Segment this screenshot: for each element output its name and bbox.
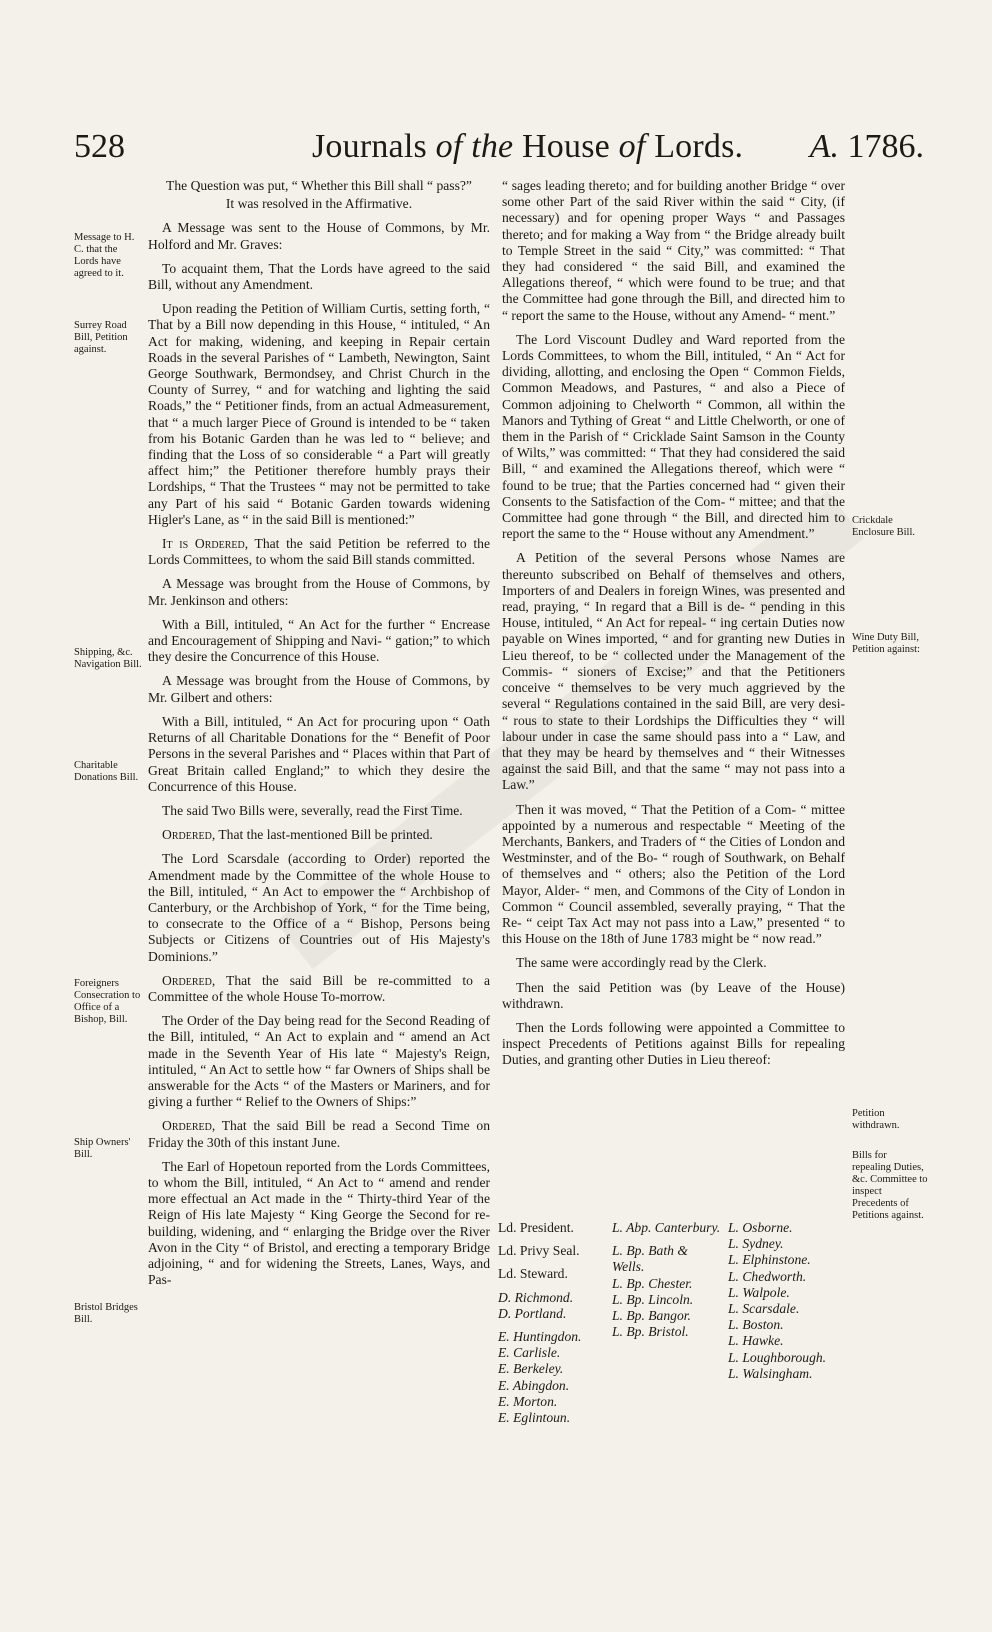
margin-note: Surrey Road Bill, Petition against. xyxy=(74,320,128,355)
paragraph: A Message was sent to the House of Commons, by Mr. Holford and Mr. Graves: xyxy=(148,220,490,252)
margin-note: Foreigners Consecration to Office of a Bishop, Bill. xyxy=(74,978,141,1025)
margin-note: Ship Owners' Bill. xyxy=(74,1137,131,1160)
page-number: 528 xyxy=(74,128,125,165)
member: L. Elphinstone. xyxy=(728,1252,811,1268)
member: Ld. Steward. xyxy=(498,1266,568,1282)
member: L. Hawke. xyxy=(728,1333,784,1349)
margin-note: Petition withdrawn. xyxy=(852,1108,900,1131)
member: L. Walsingham. xyxy=(728,1365,813,1381)
paragraph: “ sages leading thereto; and for building another Bridge “ over some other Part of the said River within the said “ City, (if necessary) and for opening proper Ways “ and Passages thereto; and for making a Way from “ the Bridge already built to Temple Street in the said “ City,” was committed: “ That they had considered “ the said Bill, and examined the Allegations thereof, “ which were found to be true; and that the Committee had gone through the Bill, and directed him to “ report the same to the House, without any Amend- “ ment.” xyxy=(502,178,845,323)
member: E. Eglintoun. xyxy=(498,1410,571,1426)
member: E. Carlisle. xyxy=(498,1345,561,1361)
member: E. Abingdon. xyxy=(498,1377,570,1393)
member: Ld. Privy Seal. xyxy=(498,1243,580,1259)
members-column xyxy=(498,1220,608,1426)
margin-note: Charitable Donations Bill. xyxy=(74,760,139,783)
margin-note: Wine Duty Bill, Petition against: xyxy=(852,632,920,655)
paragraph: Upon reading the Petition of William Curtis, setting forth, “ That by a Bill now depending in this House, “ intituled, “ An Act for making, widening, and keeping in Repair certain Roads in the several Parishes of “ Lambeth, Newington, Saint George Southwark, Bermondsey, and Christ Church in the County of Surrey, “ and for watching and lighting the said Roads,” the “ Petitioner finds, from an actual Admeasurement, that “ a much larger Piece of Ground is intended to be “ taken from his Botanic Garden than he was led to “ believe; and finding that the Loss of so considerable “ a Part will greatly affect him;” the Petitioner therefore humbly prays their Lordships, “ That the Trustees “ may not be permitted to take any Part of his said “ Botanic Garden towards widening Higler's Lane, as “ in the said Bill is mentioned:” xyxy=(148,301,490,527)
margin-note: Bills for repealing Duties, &c. Committee to inspect Precedents of Petitions against. xyxy=(852,1150,928,1221)
margin-note: Message to H. C. that the Lords have agreed to it. xyxy=(74,232,135,279)
paragraph: Ordered, That the said Bill be read a Second Time on Friday the 30th of this instant June. xyxy=(148,1118,490,1150)
paragraph: To acquaint them, That the Lords have agreed to the said Bill, without any Amendment. xyxy=(148,260,490,293)
members-column xyxy=(612,1220,722,1340)
paragraph: A Message was brought from the House of Commons, by Mr. Jenkinson and others: xyxy=(148,576,490,608)
paragraph: With a Bill, intituled, “ An Act for procuring upon “ Oath Returns of all Charitable Donations for the “ Benefit of Poor Persons in the several Parishes and “ Places within that Part of Great Britain called England;” to which they desire the Concurrence of this House. xyxy=(148,713,490,794)
page-header xyxy=(74,128,924,174)
paragraph: Ordered, That the last-mentioned Bill be printed. xyxy=(162,827,433,843)
paragraph: The Lord Scarsdale (according to Order) reported the Amendment made by the Committee of the whole House to the Bill, intituled, “ An Act to empower the “ Archbishop of Canterbury, or the Archbishop of York, “ for the Time being, to consecrate to the Office of a “ Bishop, Persons being Subjects or Citizens of Countries out of His Majesty's Dominions.” xyxy=(148,851,490,964)
member: L. Boston. xyxy=(728,1317,784,1333)
member: L. Bp. Chester. xyxy=(612,1275,693,1291)
text-column-left xyxy=(148,178,490,1296)
text-column-right xyxy=(502,178,845,1077)
member: L. Osborne. xyxy=(728,1220,793,1235)
paragraph: The said Two Bills were, severally, read the First Time. xyxy=(162,802,463,818)
paragraph: The same were accordingly read by the Clerk. xyxy=(516,955,767,971)
member: L. Chedworth. xyxy=(728,1268,807,1284)
member: L. Bp. Lincoln. xyxy=(612,1291,694,1307)
member: D. Portland. xyxy=(498,1305,567,1321)
member: L. Abp. Canterbury. xyxy=(612,1220,721,1235)
paragraph: With a Bill, intituled, “ An Act for the further “ Encrease and Encouragement of Shipping and Navi- “ gation;” to which they desire the Concurrence of this House. xyxy=(148,616,490,665)
member: D. Richmond. xyxy=(498,1289,574,1305)
paragraph: The Order of the Day being read for the Second Reading of the Bill, intituled, “ An Act to explain and “ amend an Act made in the Seventh Year of His late “ Majesty's Reign, intituled, “ An Act to settle how “ far Owners of Ships shall be answerable for the Acts “ of the Masters or Mariners, and for giving a further “ Relief to the Owners of Ships:” xyxy=(148,1013,490,1110)
paragraph: It is Ordered, That the said Petition be referred to the Lords Committees, to whom the said Bill stands committed. xyxy=(148,536,491,568)
member: L. Loughborough. xyxy=(728,1349,827,1365)
page-title: Journals of the House of Lords. xyxy=(312,128,744,165)
member: L. Walpole. xyxy=(728,1284,790,1300)
paragraph: The Lord Viscount Dudley and Ward reported from the Lords Committees, to whom the Bill, intituled, “ An “ Act for dividing, allotting, and enclosing the Open “ Common Fields, Common Meadows, and Pastures, “ and also a Piece of Common adjoining to Chelworth “ Common, all within the Manors and Tything of Great “ and Little Chelworth, or one of them in the Parish of “ Cricklade Saint Samson in the County of Wilts,” was committed: “ That they had considered the said Bill, “ and examined the Allegations thereof, which were “ found to be true; that the Parties concerned had “ given their Consents to the Satisfaction of the Com- “ mittee; and that the Committee had gone through “ the Bill, and directed him to report the same to the “ House without any Amendment.” xyxy=(502,331,845,542)
paragraph: It was resolved in the Affirmative. xyxy=(225,196,413,212)
member: L. Sydney. xyxy=(728,1236,784,1252)
member: E. Morton. xyxy=(498,1393,558,1409)
paragraph: A Message was brought from the House of Commons, by Mr. Gilbert and others: xyxy=(148,673,490,705)
member: L. Bp. Bath & Wells. xyxy=(612,1243,688,1275)
member: E. Berkeley. xyxy=(498,1361,564,1377)
page-year: A. 1786. xyxy=(809,128,924,165)
margin-note: Crickdale Enclosure Bill. xyxy=(852,515,915,538)
paragraph: Then the Lords following were appointed a Committee to inspect Precedents of Petitions against Bills for repealing Duties, and granting other Duties in Lieu thereof: xyxy=(502,1019,845,1068)
member: E. Huntingdon. xyxy=(498,1329,582,1345)
margin-note: Shipping, &c. Navigation Bill. xyxy=(74,647,142,670)
members-column xyxy=(728,1220,838,1382)
member: L. Bp. Bristol. xyxy=(612,1324,689,1340)
paragraph: A Petition of the several Persons whose Names are thereunto subscribed on Behalf of themselves and others, Importers of and Dealers in foreign Wines, was presented and read, praying, “ In regard that a Bill is de- “ pending in this House, intituled, “ An Act for repeal- “ ing certain Duties now payable on Wines imported, “ and for granting new Duties in Lieu thereof, to be “ collected under the Management of the Commis- “ sioners of Excise;” and that the Petitioners conceive “ themselves to be very much aggrieved by the several “ Regulations contained in the said Bill, are very desi- “ rous to state to their Lordships the Difficulties they “ will labour under in case the same should pass into a “ Law, and that they may be heard by themselves and “ their Witnesses against the said Bill, and that the same “ may not pass into a Law.” xyxy=(502,550,845,793)
committee-members-list xyxy=(498,1220,928,1450)
paragraph: The Earl of Hopetoun reported from the Lords Committees, to whom the Bill, intituled, “ An Act to “ amend and render more effectual an Act made in the “ Thirty-third Year of the Reign of His late Majesty “ King George the Second for re-building, widening, and “ enlarging the Bridge over the River Avon in the City “ of Bristol, and erecting a temporary Bridge adjoining, “ and for widening the Streets, Lanes, Ways, and Pas- xyxy=(148,1158,490,1288)
paragraph: The Question was put, “ Whether this Bill shall “ pass?” xyxy=(166,178,472,193)
member: Ld. President. xyxy=(498,1220,574,1235)
margin-note: Bristol Bridges Bill. xyxy=(74,1302,138,1325)
member: L. Bp. Bangor. xyxy=(612,1308,691,1324)
paragraph: Ordered, That the said Bill be re-committed to a Committee of the whole House To-morrow. xyxy=(148,972,491,1004)
paragraph: Then the said Petition was (by Leave of the House) withdrawn. xyxy=(502,979,845,1011)
paragraph: Then it was moved, “ That the Petition of a Com- “ mittee appointed by a numerous and respectable “ Meeting of the Merchants, Bankers, and Traders of “ the Cities of London and Westminster, and of the Bo- “ rough of Southwark, on Behalf of themselves and “ others; also the Petition of the Lord Mayor, Alder- “ men, and Commons of the City of London in Common “ Council assembled, severally praying, “ That the Re- “ ceipt Tax Act may not pass into a Law,” presented “ to this House on the 18th of June 1783 might be “ now read.” xyxy=(502,801,845,947)
member: L. Scarsdale. xyxy=(728,1301,800,1317)
